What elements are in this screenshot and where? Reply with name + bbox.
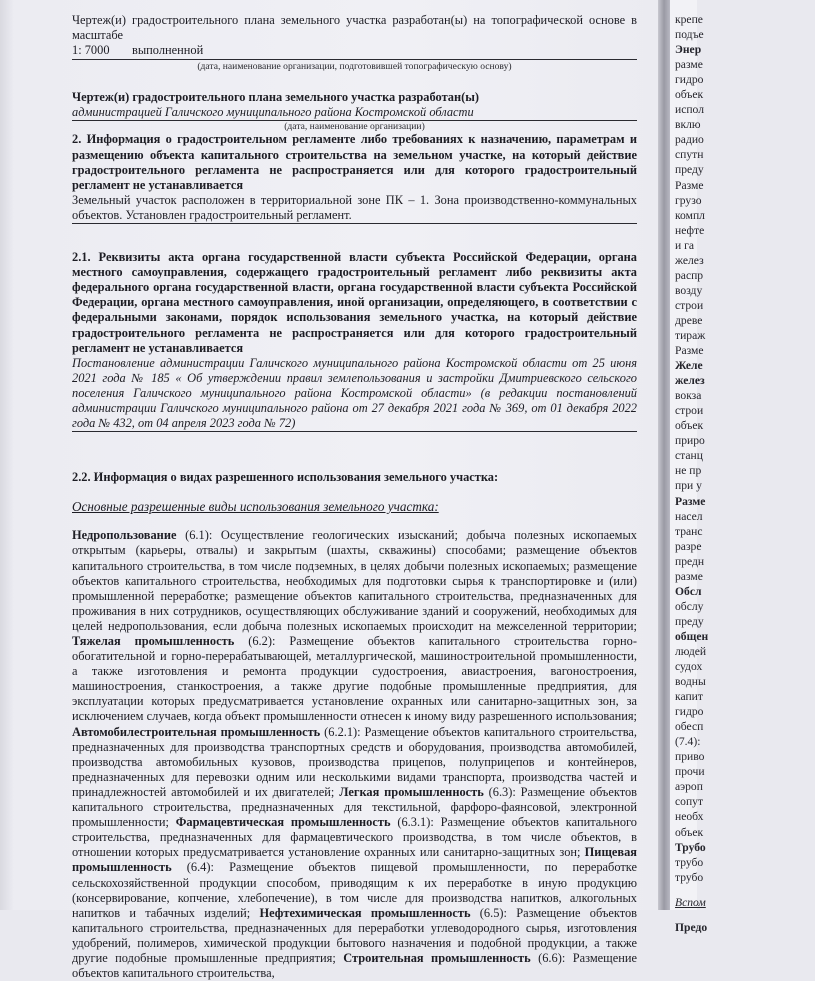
adjacent-page-line: насел — [675, 509, 703, 523]
permitted-uses-paragraph — [72, 528, 637, 981]
adjacent-page-line: объек — [675, 825, 704, 839]
adjacent-page-line: не пр — [675, 464, 702, 478]
adjacent-page-line: гидро — [675, 73, 704, 87]
adjacent-page-line: водны — [675, 675, 706, 689]
drawing-caption: (дата, наименование организации) — [284, 121, 425, 133]
adjacent-page-line: гидро — [675, 705, 704, 719]
use-code: (6.1): — [176, 528, 221, 543]
use-description: Размещение объектов капитального строительства, предназначенных для производства транспортных средств и оборудования, производства автомобилей, производства автомобильных кузовов, производства прицепов, полуприцепов и контейнеров, предназначенных для перевозки одним или несколькими видами транспорта, производства частей и принадлежностей автомобилей и их двигателей; — [72, 724, 638, 799]
adjacent-page-line: и га — [675, 238, 695, 252]
adjacent-page-line: необх — [675, 810, 704, 824]
adjacent-page-line: капит — [675, 690, 703, 704]
adjacent-page-line: спутн — [675, 148, 704, 162]
use-name: Недропользование — [72, 528, 177, 543]
adjacent-page-line: (7.4): — [675, 735, 701, 749]
topo-performed: выполненной — [132, 43, 204, 58]
adjacent-page-gap — [675, 910, 815, 920]
use-name: Автомобилестроительная промышленность — [72, 724, 321, 739]
adjacent-page-line: крепе — [675, 13, 703, 26]
use-name: Тяжелая промышленность — [72, 634, 235, 648]
use-description: Размещение объектов капитального строительства, предназначенных для переработки углеводородного сырья, изготовления удобрений, полимеров, химической продукции бытового назначения и подобной продукции, а также другие подобные промышленные предприятия; — [72, 905, 637, 965]
adjacent-page-line: Предо — [675, 920, 708, 934]
adjacent-page-line: строи — [675, 404, 704, 418]
topo-caption: (дата, наименование организации, подготовившей топографическую основу) — [197, 61, 512, 73]
adjacent-page-line: желез — [675, 253, 704, 267]
topo-scale: 1: 7000 — [72, 43, 110, 58]
adjacent-page-line: аэроп — [675, 780, 703, 794]
use-description: Размещение объектов капитального строительства горно-обогатительной и горно-перерабатывающей, металлургической, машиностроительной промышленности, а также изготовления и ремонта продукции судостроения, авиастроения, вагоностроения, машиностроения, станкостроения, а также другие подобные промышленные предприятия, для эксплуатации которых предусматривается установление охранных или санитарно-защитных зон, за исключением случаев, когда объект промышленности отнесен к иному виду разрешенного использования; — [72, 634, 637, 724]
adjacent-page-line: Энер — [675, 43, 702, 57]
use-code: (6.6): — [530, 950, 573, 965]
use-code: (6.4): — [171, 860, 230, 875]
use-code: (6.2): — [234, 634, 290, 648]
use-description: Размещение объектов капитального строительства, — [72, 950, 637, 981]
page-content — [72, 13, 637, 981]
use-nedropolzovanie — [72, 528, 637, 633]
adjacent-page-line: транс — [675, 524, 703, 538]
adjacent-page-line: нефте — [675, 223, 705, 237]
adjacent-page-line: преду — [675, 614, 704, 628]
adjacent-page-line: Желе — [675, 359, 703, 373]
use-description: Размещение объектов капитального строительства, предназначенных для фармацевтического производства, в том числе объектов, в отношении которых предусматривается установление охранных или санитарно-защитных зон; — [72, 815, 638, 860]
adjacent-page-line: желез — [675, 374, 705, 388]
adjacent-page-line: обслу — [675, 599, 704, 613]
section22-subheading: Основные разрешенные виды использования земельного участка: — [72, 499, 439, 515]
adjacent-page-line: вокза — [675, 389, 702, 403]
adjacent-page-line: прочи — [675, 765, 705, 779]
adjacent-page-line: преду — [675, 163, 704, 177]
adjacent-page-line: приво — [675, 750, 705, 764]
use-tyazhelaya — [72, 634, 637, 723]
adjacent-page-line: людей — [675, 644, 707, 658]
adjacent-page-line: сопут — [675, 795, 704, 809]
adjacent-page-line: компл — [675, 208, 705, 222]
section21-act: Постановление администрации Галичского муниципального района Костромской области от 25 июня 2021 года № 185 « Об утверждении правил землепользования и застройки Дмитриевского сельского поселения Галичского муниципального района Костромской области» (в редакции постановлений администрации Галичского муниципального района от 27 декабря 2021 года № 369, от 01 декабря 2022 года № 432, от 04 апреля 2023 года № 72) — [72, 356, 637, 432]
adjacent-page-line: испол — [675, 103, 704, 117]
use-name: Фармацевтическая промышленность — [175, 815, 391, 830]
use-code: (6.5): — [470, 905, 517, 920]
adjacent-page-line: тираж — [675, 328, 706, 342]
adjacent-page-line: возду — [675, 283, 703, 297]
adjacent-page-line: древе — [675, 313, 703, 327]
adjacent-page-gap — [675, 885, 815, 895]
adjacent-page-line: Разме — [675, 494, 706, 508]
use-code: (6.3.1): — [390, 815, 441, 830]
adjacent-page-line: грузо — [675, 193, 702, 207]
use-name: Пищевая промышленность — [72, 845, 637, 875]
use-name: Строительная промышленность — [343, 950, 531, 965]
adjacent-page-line: радио — [675, 133, 704, 147]
adjacent-page-line: общен — [675, 629, 709, 643]
use-description: Размещение объектов капитального строительства, предназначенных для текстильной, фарфоро-фаянсовой, электронной промышленности; — [72, 784, 637, 830]
topo-intro: Чертеж(и) градостроительного плана земельного участка разработан(ы) на топографической основе в масштабе — [72, 13, 637, 43]
use-code: (6.2.1): — [320, 724, 365, 739]
use-name: Нефтехимическая промышленность — [259, 905, 471, 920]
adjacent-page-line: обесп — [675, 720, 704, 734]
adjacent-page-line: разре — [675, 539, 702, 553]
adjacent-page-line: разме — [675, 58, 703, 72]
adjacent-page-line: Трубо — [675, 840, 706, 854]
drawing-heading: Чертеж(и) градостроительного плана земельного участка разработан(ы) — [72, 90, 480, 105]
section22-heading: 2.2. Информация о видах разрешенного использования земельного участка: — [72, 470, 499, 485]
adjacent-page-line: распр — [675, 268, 704, 282]
adjacent-page-line: судох — [675, 660, 703, 674]
adjacent-page-text — [675, 12, 815, 935]
adjacent-page-line: объек — [675, 88, 704, 102]
use-description: Осуществление геологических изысканий; добыча полезных ископаемых открытым (карьеры, отвалы) и закрытым (шахты, скважины) способами; размещение объектов капитального строительства, в том числе подземных, в целях добычи полезных ископаемых; размещение объектов капитального строительства, необходимых для подготовки сырья к транспортировке и (или) промышленной переработке; размещение объектов капитального строительства, предназначенных для проживания в них сотрудников, осуществляющих обслуживание зданий и сооружений, необходимых для целей недропользования, если добыча полезных ископаемых происходит на межселенной территории; — [72, 528, 637, 633]
use-name: Легкая промышленность — [339, 784, 484, 799]
section2-heading: 2. Информация о градостроительном регламенте либо требованиях к назначению, параметрам и размещению объекта капитального строительства на земельном участке, на который действие градостроительного регламента не распространяется или для которого градостроительный регламент не устанавливается — [72, 132, 637, 192]
adjacent-page-line: трубо — [675, 870, 704, 884]
adjacent-page-line: при у — [675, 479, 702, 493]
adjacent-page-line: разме — [675, 569, 703, 583]
page-gutter — [658, 0, 670, 910]
adjacent-page-line: подъе — [675, 28, 704, 42]
adjacent-page-line: Разме — [675, 344, 704, 358]
adjacent-page-line: Разме — [675, 178, 704, 192]
adjacent-page-line: трубо — [675, 855, 704, 869]
adjacent-page-line: станц — [675, 449, 703, 463]
adjacent-page-line: строи — [675, 298, 704, 312]
topo-scale-row — [72, 43, 637, 60]
section21-heading: 2.1. Реквизиты акта органа государственной власти субъекта Российской Федерации, органа местного самоуправления, содержащего градостроительный регламент либо реквизиты акта федерального органа государственной власти, органа государственной власти субъекта Российской Федерации, органа местного самоуправления, иной организации, определяющего, в соответствии с федеральными законами, порядок использования земельного участка, на который действие градостроительного регламента не распространяется или для которого градостроительный регламент не устанавливается — [72, 250, 637, 355]
adjacent-page-line: Вспом — [675, 895, 706, 909]
use-code: (6.3): — [483, 784, 521, 799]
section2-text: Земельный участок расположен в территориальной зоне ПК – 1. Зона производственно-коммунальных объектов. Установлен градостроительный регламент. — [72, 193, 637, 224]
adjacent-page-line: объек — [675, 419, 704, 433]
adjacent-page-line: предн — [675, 554, 705, 568]
adjacent-page-line: приро — [675, 434, 705, 448]
drawing-developer: администрацией Галичского муниципального района Костромской области — [72, 105, 637, 121]
adjacent-page-line: вклю — [675, 118, 701, 132]
use-description: Размещение объектов пищевой промышленности, по переработке сельскохозяйственной продукции способом, приводящим к их переработке в иную продукцию (консервирование, копчение, хлебопечение), в том числе для производства напитков, алкогольных напитков и табачных изделий; — [72, 860, 637, 920]
adjacent-page-line: Обсл — [675, 584, 702, 598]
adjacent-page-edge — [670, 0, 709, 934]
